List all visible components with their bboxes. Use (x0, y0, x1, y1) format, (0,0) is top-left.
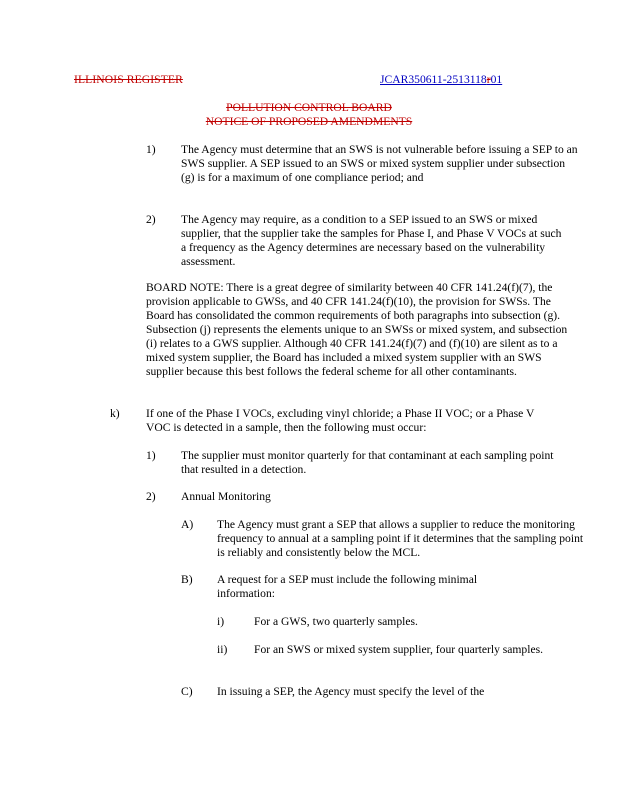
board-note: BOARD NOTE: There is a great degree of similarity between 40 CFR 141.24(f)(7), the provision applicable to GWSs, and 40 CFR 141.24(f)(10), the provision for SWSs. The Board has consolidated the common requirements of both paragraphs into subsection (g). Subsection (j) represents the elements unique to an SWSs or mixed system, and subsection (i) relates to a GWS supplier. Although 40 CFR 141.24(f)(7) and (f)(10) are silent as to a mixed system supplier, the Board has included a mixed system supplier with an SWS supplier because this best follows the federal scheme for all other contaminants. (146, 281, 568, 378)
item-k1-label: 1) (146, 449, 156, 462)
item-Bi-text: For a GWS, two quarterly samples. (254, 615, 418, 628)
item-A-label: A) (181, 518, 194, 531)
jcar-code-suffix: 01 (490, 73, 503, 86)
item-B-text: A request for a SEP must include the following minimal information: (217, 573, 478, 600)
notice-title: NOTICE OF PROPOSED AMENDMENTS (205, 115, 413, 128)
board-title: POLLUTION CONTROL BOARD (226, 101, 392, 114)
jcar-code (380, 73, 502, 86)
item-2-text: The Agency may require, as a condition to a SEP issued to an SWS or mixed supplier, that the supplier take the samples for Phase I, and Phase V VOCs at such a frequency as the Agency determines are necessary based on the vulnerability assessment. (181, 213, 562, 268)
item-C-label: C) (181, 685, 193, 698)
item-C-text: In issuing a SEP, the Agency must specify the level of the (217, 685, 485, 698)
item-Bii-text: For an SWS or mixed system supplier, four quarterly samples. (254, 643, 544, 656)
item-k1-text: The supplier must monitor quarterly for that contaminant at each sampling point that resulted in a detection. (181, 449, 554, 476)
item-k-label: k) (110, 407, 120, 420)
item-B-label: B) (181, 573, 193, 586)
register-header: ILLINOIS REGISTER (74, 73, 183, 86)
item-1-text: The Agency must determine that an SWS is not vulnerable before issuing a SEP to an SWS supplier. A SEP issued to an SWS or mixed system supplier under subsection (g) is for a maximum of one compliance period; and (181, 143, 578, 184)
item-Bi-label: i) (217, 615, 225, 628)
item-1-label: 1) (146, 143, 156, 156)
item-A-text: The Agency must grant a SEP that allows a supplier to reduce the monitoring frequency to annual at a sampling point if it determines that the sampling point is reliably and consistently below the MCL. (217, 518, 584, 559)
jcar-code-deleted: r (486, 73, 491, 86)
jcar-code-main: JCAR350611-2513118 (380, 73, 487, 86)
item-2-label: 2) (146, 213, 156, 226)
item-k2-text: Annual Monitoring (181, 490, 271, 503)
item-k-text: If one of the Phase I VOCs, excluding vinyl chloride; a Phase II VOC; or a Phase V VOC is detected in a sample, then the following must occur: (146, 407, 535, 434)
item-k2-label: 2) (146, 490, 156, 503)
item-Bii-label: ii) (217, 643, 228, 656)
